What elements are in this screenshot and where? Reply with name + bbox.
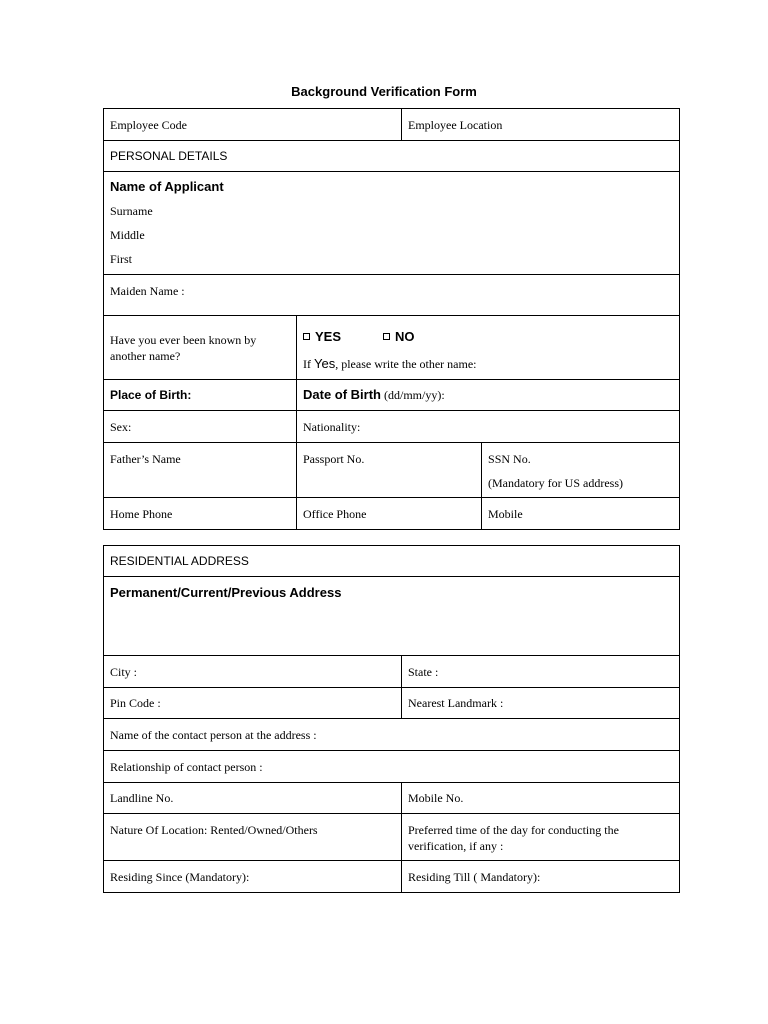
landmark-label: Nearest Landmark : [408, 696, 504, 710]
residing-till-field[interactable] [402, 861, 680, 893]
yes-option-label: YES [315, 329, 342, 344]
first-name-label: First [110, 252, 133, 266]
residing-till-label: Residing Till ( Mandatory): [408, 869, 541, 884]
passport-label: Passport No. [303, 452, 365, 466]
preferred-time-field[interactable] [402, 814, 680, 861]
place-of-birth-field[interactable] [104, 380, 297, 411]
office-phone-label: Office Phone [303, 506, 367, 521]
contact-person-label: Name of the contact person at the address : [110, 727, 317, 742]
mobile-label: Mobile [488, 506, 523, 521]
nationality-field[interactable] [297, 411, 680, 443]
maiden-name-label: Maiden Name : [110, 284, 185, 298]
other-name-field[interactable] [297, 316, 680, 380]
residing-since-field[interactable] [104, 861, 402, 893]
ssn-note: (Mandatory for US address) [488, 476, 623, 490]
personal-details-heading: PERSONAL DETAILS [104, 141, 680, 172]
address-heading: Permanent/Current/Previous Address [110, 585, 342, 600]
nationality-label: Nationality: [303, 419, 361, 434]
residential-address-heading: RESIDENTIAL ADDRESS [104, 546, 680, 577]
pin-code-field[interactable] [104, 688, 402, 719]
father-name-field[interactable] [104, 443, 297, 498]
employee-code-field[interactable] [104, 109, 402, 141]
other-name-instruction: , please write the other name: [335, 357, 477, 371]
residential-address-table [103, 545, 680, 893]
sex-label: Sex: [110, 419, 132, 434]
address-field[interactable] [104, 577, 680, 656]
state-field[interactable] [402, 656, 680, 688]
pin-code-label: Pin Code : [110, 696, 161, 710]
office-phone-field[interactable] [297, 498, 482, 530]
state-label: State : [408, 664, 439, 679]
known-by-other-name-question [104, 316, 297, 380]
middle-name-label: Middle [110, 228, 145, 242]
ssn-label: SSN No. [488, 452, 531, 466]
landline-field[interactable] [104, 783, 402, 814]
date-of-birth-format: (dd/mm/yy): [381, 388, 445, 402]
surname-label: Surname [110, 204, 153, 218]
contact-person-field[interactable] [104, 719, 680, 751]
preferred-time-label: Preferred time of the day for conducting the verification, if any : [408, 823, 619, 853]
home-phone-label: Home Phone [110, 506, 173, 521]
place-of-birth-label: Place of Birth: [110, 388, 192, 402]
employee-code-label: Employee Code [110, 117, 187, 132]
mobile-field[interactable] [482, 498, 680, 530]
known-by-other-name-label: Have you ever been known by another name? [110, 332, 257, 363]
relationship-label: Relationship of contact person : [110, 759, 263, 774]
city-label: City : [110, 664, 138, 679]
date-of-birth-field[interactable] [297, 380, 680, 411]
relationship-field[interactable] [104, 751, 680, 783]
nature-of-location-field[interactable] [104, 814, 402, 861]
ssn-field[interactable] [482, 443, 680, 498]
home-phone-field[interactable] [104, 498, 297, 530]
landline-label: Landline No. [110, 791, 174, 805]
maiden-name-field[interactable] [104, 275, 680, 316]
father-name-label: Father’s Name [110, 452, 181, 466]
page-title: Background Verification Form [291, 84, 477, 99]
yes-word: Yes [314, 356, 336, 371]
personal-details-table [103, 108, 680, 530]
nature-of-location-label: Nature Of Location: Rented/Owned/Others [110, 823, 318, 837]
city-field[interactable] [104, 656, 402, 688]
sex-field[interactable] [104, 411, 297, 443]
no-option-label: NO [395, 329, 415, 344]
mobile-no-label: Mobile No. [408, 791, 464, 805]
date-of-birth-label: Date of Birth [303, 387, 381, 402]
no-checkbox[interactable] [383, 333, 390, 340]
passport-field[interactable] [297, 443, 482, 498]
applicant-name-heading: Name of Applicant [110, 179, 224, 194]
employee-location-field[interactable] [402, 109, 680, 141]
mobile-no-field[interactable] [402, 783, 680, 814]
yes-checkbox[interactable] [303, 333, 310, 340]
applicant-name-field[interactable] [104, 172, 680, 275]
landmark-field[interactable] [402, 688, 680, 719]
if-text: If [303, 357, 314, 371]
employee-location-label: Employee Location [408, 117, 503, 132]
residing-since-label: Residing Since (Mandatory): [110, 869, 250, 884]
